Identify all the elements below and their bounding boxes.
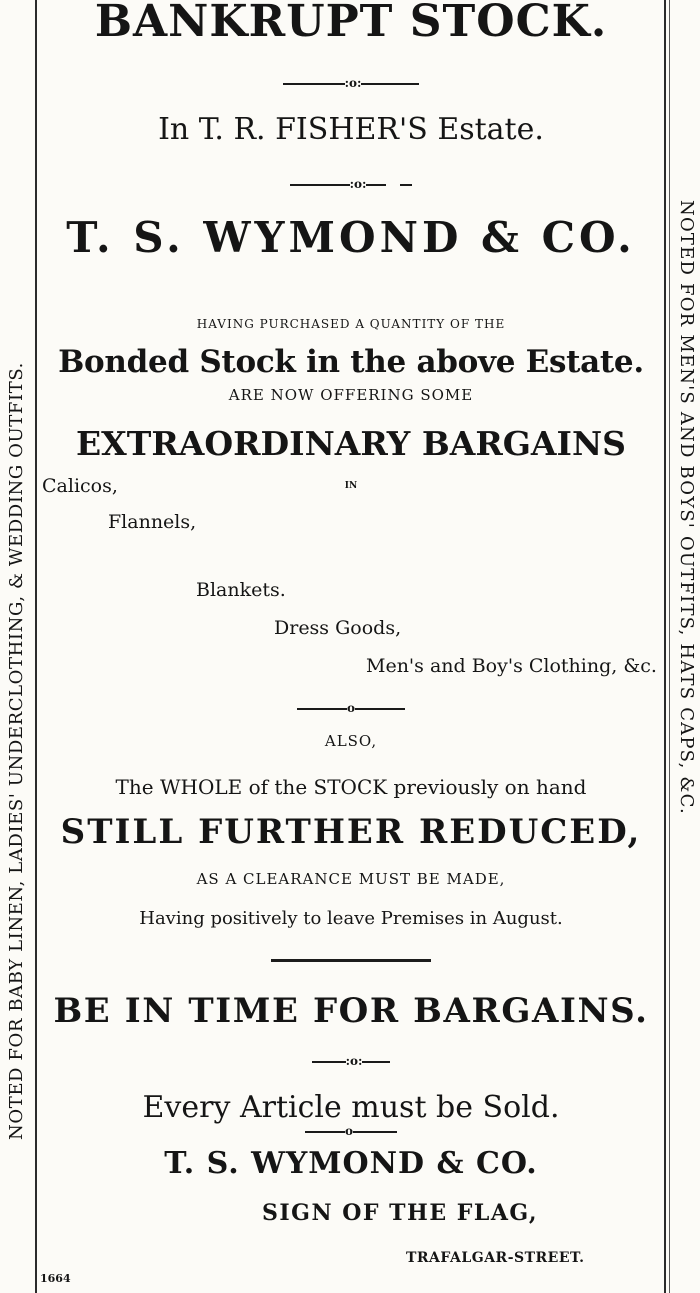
right-border-rule-thin <box>669 0 670 1293</box>
bargains-line: EXTRAORDINARY BARGAINS <box>76 424 626 463</box>
sign-of-the-flag: SIGN OF THE FLAG, <box>262 1200 539 1226</box>
divider-2-bar-left <box>290 184 350 186</box>
also-line: ALSO, <box>324 732 378 750</box>
in-word: IN <box>344 481 358 491</box>
whole-stock-line: The WHOLE of the STOCK previously on hand <box>115 775 587 799</box>
divider-2-bar-right <box>366 184 386 186</box>
right-border-rule <box>664 0 666 1293</box>
divider-4 <box>271 959 431 962</box>
divider-6-mark: o <box>344 1124 353 1138</box>
divider-5-bar-right <box>362 1061 390 1063</box>
goods-item-blankets: Blankets. <box>196 579 286 601</box>
offering-line: ARE NOW OFFERING SOME <box>228 386 474 404</box>
goods-item-dress-goods: Dress Goods, <box>274 617 402 639</box>
left-border-rule <box>35 0 37 1293</box>
divider-3-mark: o <box>346 701 355 715</box>
estate-line: In T. R. FISHER'S Estate. <box>158 112 544 147</box>
divider-5 <box>38 1054 664 1068</box>
bonded-stock-line: Bonded Stock in the above Estate. <box>58 344 644 380</box>
divider-2-mark: :o: <box>349 177 367 191</box>
time-for-bargains-line: BE IN TIME FOR BARGAINS. <box>53 991 649 1031</box>
goods-item-clothing: Men's and Boy's Clothing, &c. <box>366 655 657 677</box>
divider-6-bar-right <box>353 1131 397 1133</box>
left-side-text: NOTED FOR BABY LINEN, LADIES' UNDERCLOTHING, & WEDDING OUTFITS. <box>6 362 27 1140</box>
divider-3 <box>38 701 664 715</box>
firm-name-footer: T. S. WYMOND & CO. <box>164 1146 538 1181</box>
divider-6-bar-left <box>305 1131 345 1133</box>
divider-2 <box>38 177 664 191</box>
purchased-line: HAVING PURCHASED A QUANTITY OF THE <box>196 317 506 331</box>
divider-5-bar-left <box>312 1061 346 1063</box>
firm-name-large: T. S. WYMOND & CO. <box>66 213 636 262</box>
premises-line: Having positively to leave Premises in August. <box>139 908 563 929</box>
ad-content <box>38 0 664 1293</box>
divider-2-bar-tail <box>400 184 412 186</box>
divider-1-bar-right <box>361 83 419 85</box>
right-side-text: NOTED FOR MEN'S AND BOYS' OUTFITS, HATS CAPS, &C. <box>676 200 697 815</box>
divider-1-mark: :o: <box>344 76 362 90</box>
divider-6 <box>38 1124 664 1138</box>
street-address: TRAFALGAR-STREET. <box>406 1250 585 1266</box>
divider-3-bar-left <box>297 708 347 710</box>
reduced-line: STILL FURTHER REDUCED, <box>60 812 642 852</box>
every-article-line: Every Article must be Sold. <box>142 1090 560 1125</box>
divider-3-bar-right <box>355 708 405 710</box>
divider-1 <box>38 76 664 90</box>
headline: BANKRUPT STOCK. <box>94 0 608 47</box>
clearance-line: AS A CLEARANCE MUST BE MADE, <box>196 870 506 888</box>
goods-item-flannels: Flannels, <box>108 511 197 533</box>
goods-item-calicos: Calicos, <box>42 475 118 497</box>
divider-5-mark: :o: <box>345 1054 363 1068</box>
divider-1-bar-left <box>283 83 345 85</box>
reference-number: 1664 <box>40 1272 71 1285</box>
